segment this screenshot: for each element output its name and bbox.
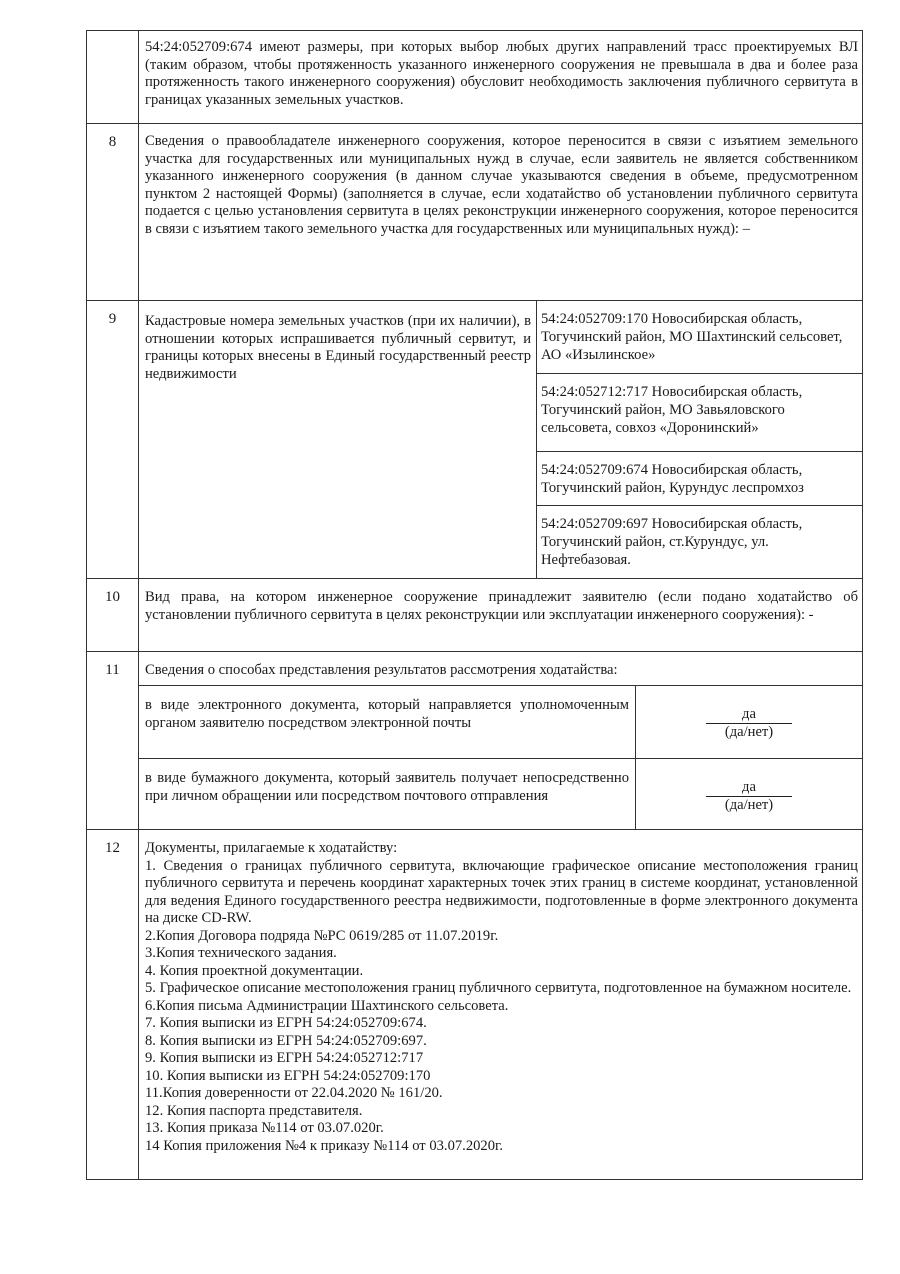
row-8 bbox=[87, 124, 862, 301]
attachment-item: 2.Копия Договора подряда №РС 0619/285 от 11.07.2019г. bbox=[145, 927, 499, 944]
answer-hint: (да/нет) bbox=[724, 724, 774, 740]
attachment-item: 1. Сведения о границах публичного сервитута, включающие графическое описание местоположения границ публичного сервитута и перечень координат характерных точек этих границ в системе координат, установленной для ведения Единого государственного реестра недвижимости, подготовленные в форме электронного документа на диске CD-RW. bbox=[145, 857, 858, 926]
delivery-option-text: в виде бумажного документа, который заявитель получает непосредственно при личном обращении или посредством почтового отправления bbox=[145, 770, 629, 804]
delivery-option-text: в виде электронного документа, который направляется уполномоченным органом заявителю посредством электронной почты bbox=[145, 697, 629, 731]
cadastral-list bbox=[536, 301, 862, 578]
cadastral-parcel: 54:24:052709:170 Новосибирская область, Тогучинский район, МО Шахтинский сельсовет, АО «Изылинское» bbox=[537, 301, 862, 374]
row-number: 10 bbox=[87, 579, 139, 651]
row-number: 12 bbox=[87, 830, 139, 1180]
row-11 bbox=[87, 652, 862, 830]
cadastral-parcel: 54:24:052709:674 Новосибирская область, Тогучинский район, Курундус леспромхоз bbox=[537, 452, 862, 506]
attachment-item: 6.Копия письма Администрации Шахтинского сельсовета. bbox=[145, 997, 509, 1014]
row-10-text: Вид права, на котором инженерное сооружение принадлежит заявителю (если подано ходатайство об установлении публичного сервитута в целях реконструкции или эксплуатации инженерного сооружения): - bbox=[145, 589, 858, 623]
row-9 bbox=[87, 301, 862, 579]
delivery-answer bbox=[635, 686, 862, 758]
row-10 bbox=[87, 579, 862, 652]
attachment-item: 3.Копия технического задания. bbox=[145, 945, 337, 961]
delivery-heading: Сведения о способах представления результатов рассмотрения ходатайства: bbox=[145, 662, 618, 678]
delivery-answer bbox=[635, 759, 862, 830]
attachment-item: 7. Копия выписки из ЕГРН 54:24:052709:674. bbox=[145, 1015, 427, 1031]
cadastral-label: Кадастровые номера земельных участков (при их наличии), в отношении которых испрашивается публичный сервитут, и границы которых внесены в Единый государственный реестр недвижимости bbox=[145, 313, 531, 382]
row-number: 8 bbox=[87, 124, 139, 300]
row-number-empty bbox=[87, 31, 139, 123]
answer-hint: (да/нет) bbox=[724, 797, 774, 813]
attachment-item: 11.Копия доверенности от 22.04.2020 № 161/20. bbox=[145, 1085, 443, 1101]
row-number: 11 bbox=[87, 652, 139, 829]
row-8-text: Сведения о правообладателе инженерного сооружения, которое переносится в связи с изъятием земельного участка для государственных или муниципальных нужд в случае, если заявитель не является собственником указанного инженерного сооружения (в данном случае указываются сведения в объеме, предусмотренном пунктом 2 настоящей Формы) (заполняется в случае, если ходатайство об установлении публичного сервитута подается с целью установления сервитута в целях реконструкции инженерного сооружения, которое переносится в связи с изъятием такого земельного участка для государственных или муниципальных нужд): – bbox=[145, 133, 858, 237]
answer-value: да bbox=[706, 706, 792, 724]
attachment-item: 13. Копия приказа №114 от 03.07.020г. bbox=[145, 1120, 384, 1136]
delivery-option-paper bbox=[139, 758, 862, 830]
row-7-text: 54:24:052709:674 имеют размеры, при которых выбор любых других направлений трасс проектируемых ВЛ (таким образом, чтобы протяженность указанного инженерного сооружения не превышала в два и более раза протяженность такого инженерного сооружения) обусловит необходимость заключения публичного сервитута в границах указанных земельных участков. bbox=[145, 39, 858, 108]
attachment-item: 9. Копия выписки из ЕГРН 54:24:052712:717 bbox=[145, 1050, 424, 1066]
attachment-item: 5. Графическое описание местоположения границ публичного сервитута, подготовленное на бумажном носителе. bbox=[145, 980, 852, 996]
attachments-heading: Документы, прилагаемые к ходатайству: bbox=[145, 840, 398, 856]
row-12 bbox=[87, 830, 862, 1180]
attachment-item: 10. Копия выписки из ЕГРН 54:24:052709:170 bbox=[145, 1067, 431, 1084]
attachment-item: 8. Копия выписки из ЕГРН 54:24:052709:697. bbox=[145, 1032, 427, 1049]
answer-value: да bbox=[706, 779, 792, 797]
row-7-continuation bbox=[87, 31, 862, 124]
row-number: 9 bbox=[87, 301, 139, 578]
cadastral-parcel: 54:24:052709:697 Новосибирская область, Тогучинский район, ст.Курундус, ул. Нефтебазовая. bbox=[541, 516, 803, 568]
attachment-item: 14 Копия приложения №4 к приказу №114 от 03.07.2020г. bbox=[145, 1137, 503, 1154]
form-table bbox=[86, 30, 863, 1180]
attachment-item: 12. Копия паспорта представителя. bbox=[145, 1102, 363, 1119]
attachment-item: 4. Копия проектной документации. bbox=[145, 962, 364, 979]
cadastral-parcel: 54:24:052712:717 Новосибирская область, Тогучинский район, МО Завьяловского сельсовета, совхоз «Доронинский» bbox=[537, 374, 862, 452]
attachments-list bbox=[145, 840, 858, 1155]
delivery-option-electronic bbox=[139, 685, 862, 758]
